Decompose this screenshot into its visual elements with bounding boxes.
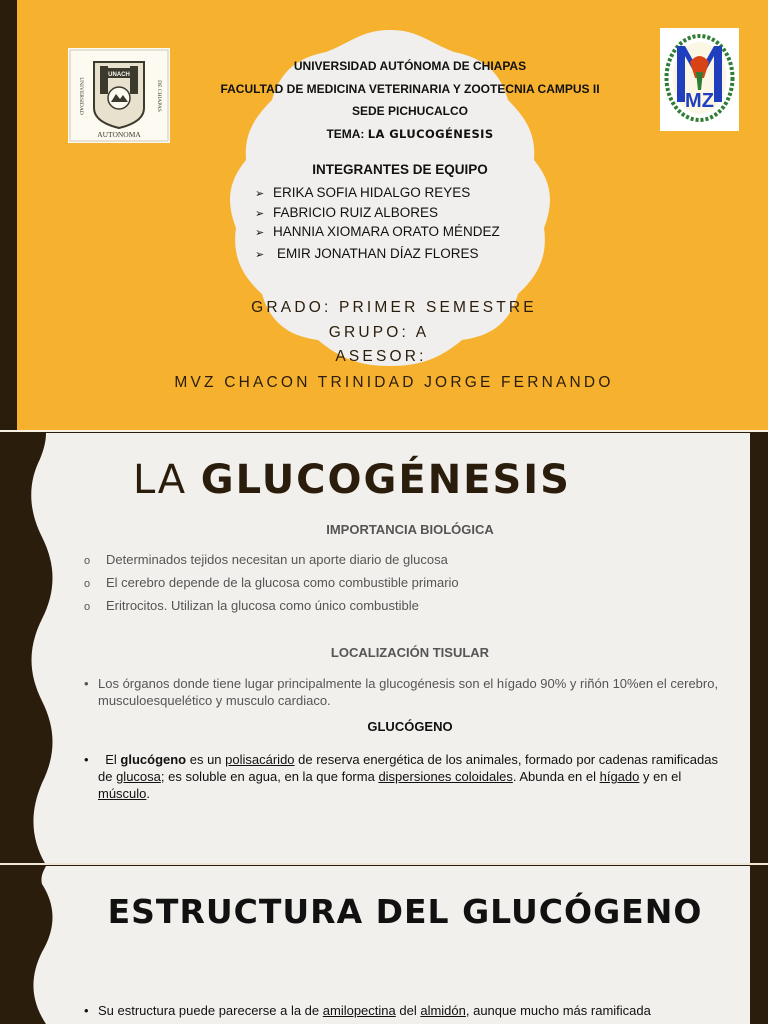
- localizacion-paragraph: • Los órganos donde tiene lugar principalmente la glucogénesis son el hígado 90% y riñón 10%en el cerebro, musculoesquelético y musculo cardiaco.: [84, 676, 719, 708]
- dot-bullet-icon: •: [84, 752, 89, 767]
- title-slide: [0, 0, 768, 432]
- link-polisacarido[interactable]: polisacárido: [225, 752, 295, 767]
- dot-bullet-icon: •: [84, 1003, 89, 1018]
- svg-text:AUTONOMA: AUTONOMA: [97, 130, 141, 139]
- unach-logo: [68, 48, 170, 143]
- svg-text:UNACH: UNACH: [108, 72, 130, 78]
- link-musculo[interactable]: músculo: [98, 786, 147, 801]
- slide-title: ESTRUCTURA DEL GLUCÓGENO: [107, 892, 703, 931]
- svg-text:MZ: MZ: [685, 90, 714, 112]
- team-member: ➢ HANNIA XIOMARA ORATO MÉNDEZ: [255, 224, 500, 239]
- arrow-bullet-icon: ➢: [255, 188, 265, 200]
- localizacion-heading: LOCALIZACIÓN TISULAR: [330, 645, 490, 660]
- faculty-name: FACULTAD DE MEDICINA VETERINARIA Y ZOOTECNIA CAMPUS II: [220, 82, 600, 96]
- asesor-name: MVZ CHACON TRINIDAD JORGE FERNANDO: [174, 374, 614, 391]
- list-item: o El cerebro depende de la glucosa como combustible primario: [84, 575, 459, 590]
- glucogeno-heading: GLUCÓGENO: [367, 719, 453, 734]
- tema-line: [200, 127, 620, 141]
- circle-bullet-icon: o: [84, 578, 91, 590]
- slide-divider: [0, 430, 768, 432]
- link-dispersiones-coloidales[interactable]: dispersiones coloidales: [378, 769, 513, 784]
- fmvz-logo: [660, 28, 739, 131]
- left-accent-bar: [0, 0, 17, 432]
- grupo-line: GRUPO: A: [328, 324, 430, 341]
- circle-bullet-icon: o: [84, 555, 91, 567]
- team-member: ➢ EMIR JONATHAN DÍAZ FLORES: [255, 246, 479, 261]
- campus-name: SEDE PICHUCALCO: [351, 104, 468, 118]
- slide-title: LA GLUCOGÉNESIS: [133, 457, 571, 503]
- content-slide-glucogenesis: [0, 433, 768, 865]
- tema-label: TEMA:: [326, 127, 365, 141]
- link-almidon[interactable]: almidón: [420, 1003, 466, 1018]
- team-member: ➢ FABRICIO RUIZ ALBORES: [255, 205, 439, 220]
- team-member: ➢ ERIKA SOFIA HIDALGO REYES: [255, 185, 471, 200]
- arrow-bullet-icon: ➢: [255, 249, 265, 261]
- team-heading: INTEGRANTES DE EQUIPO: [312, 162, 488, 177]
- glucogeno-paragraph: • El glucógeno es un polisacárido de reserva energética de los animales, formado por cadenas ramificadas de glucosa; es soluble en agua, en la que forma dispersiones coloidales. Abunda en el hígado y en el músculo.: [84, 752, 718, 801]
- list-item: o Determinados tejidos necesitan un aporte diario de glucosa: [84, 552, 448, 567]
- university-name: UNIVERSIDAD AUTÓNOMA DE CHIAPAS: [293, 59, 527, 73]
- svg-text:UNIVERSIDAD: UNIVERSIDAD: [78, 77, 84, 115]
- dot-bullet-icon: •: [84, 676, 89, 691]
- estructura-paragraph: • Su estructura puede parecerse a la de amilopectina del almidón, aunque mucho más ramificada: [84, 1003, 651, 1018]
- link-higado[interactable]: hígado: [599, 769, 640, 784]
- arrow-bullet-icon: ➢: [255, 227, 265, 239]
- list-item: o Eritrocitos. Utilizan la glucosa como único combustible: [84, 598, 419, 613]
- asesor-label: ASESOR:: [335, 348, 427, 365]
- link-glucosa[interactable]: glucosa: [116, 769, 161, 784]
- svg-text:DE CHIAPAS: DE CHIAPAS: [156, 80, 162, 112]
- importancia-heading: IMPORTANCIA BIOLÓGICA: [326, 522, 494, 537]
- tema-value: LA GLUCOGÉNESIS: [367, 127, 494, 141]
- wavy-paper-background: [0, 866, 768, 1024]
- grado-line: GRADO: PRIMER SEMESTRE: [251, 299, 537, 316]
- slide-divider: [0, 863, 768, 865]
- content-slide-estructura: [0, 866, 768, 1024]
- circle-bullet-icon: o: [84, 601, 91, 613]
- arrow-bullet-icon: ➢: [255, 208, 265, 220]
- link-amilopectina[interactable]: amilopectina: [322, 1003, 396, 1018]
